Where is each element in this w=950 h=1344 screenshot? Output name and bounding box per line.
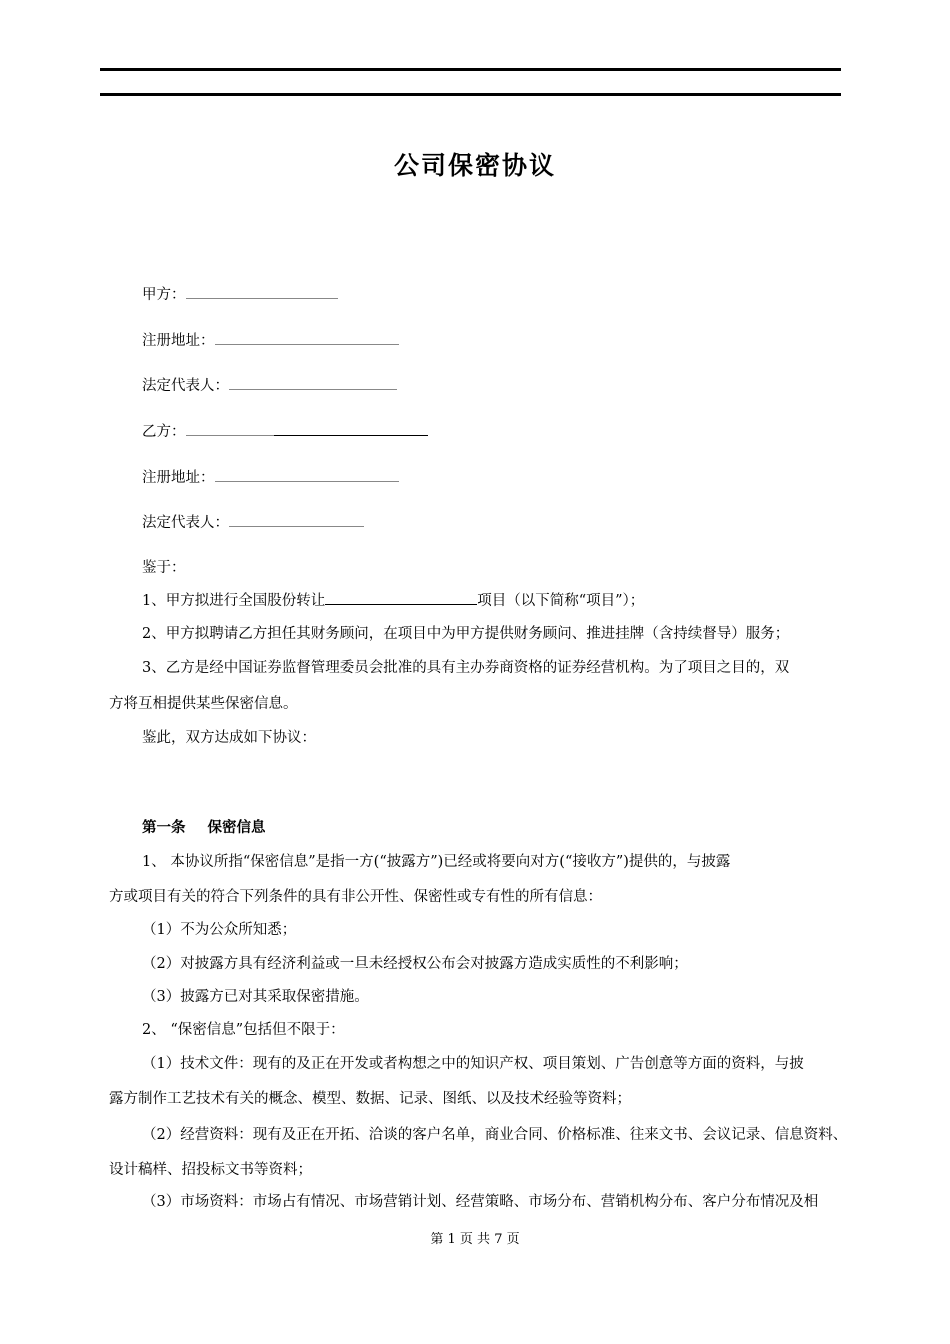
party-b-rep-blank[interactable] <box>229 512 364 527</box>
header-rule-top <box>100 68 841 71</box>
condition-2: （2）对披露方具有经济利益或一旦未经授权公布会对披露方造成实质性的不利影响； <box>142 956 688 972</box>
whereas-label: 鉴于： <box>142 560 186 576</box>
tech-docs-line-1: （1）技术文件：现有的及正在开发或者构想之中的知识产权、项目策划、广告创意等方面的资料，与披 <box>142 1056 804 1072</box>
party-b-address-line <box>142 467 399 488</box>
party-b-blank-solid[interactable] <box>274 421 428 436</box>
page-footer: 第 1 页 共 7 页 <box>430 1232 520 1247</box>
article-1-p1-line-1: 1、 本协议所指“保密信息”是指一方(“披露方”)已经或将要向对方(“接收方”)提供的，与披露 <box>142 854 731 870</box>
article-1-p1-line-2: 方或项目有关的符合下列条件的具有非公开性、保密性或专有性的所有信息： <box>109 889 602 905</box>
business-docs-line-1: （2）经营资料：现有及正在开拓、洽谈的客户名单，商业合同、价格标准、往来文书、会议记录、信息资料、 <box>142 1127 848 1143</box>
party-a-address-line <box>142 330 399 351</box>
header-rule-bottom <box>100 93 841 96</box>
party-b-address-blank[interactable] <box>215 467 399 482</box>
recital-item-1 <box>142 590 644 611</box>
party-a-line <box>142 284 338 305</box>
party-b-rep-line <box>142 512 364 533</box>
market-docs-line-1: （3）市场资料：市场占有情况、市场营销计划、经营策略、市场分布、营销机构分布、客户分布情况及相 <box>142 1194 819 1210</box>
document-title: 公司保密协议 <box>393 151 556 180</box>
article-1-heading <box>142 818 266 838</box>
recital-item-3-line-1: 3、乙方是经中国证券监督管理委员会批准的具有主办券商资格的证券经营机构。为了项目之目的，双 <box>142 660 790 676</box>
condition-3: （3）披露方已对其采取保密措施。 <box>142 989 369 1005</box>
project-name-blank[interactable] <box>325 590 477 605</box>
party-b-address-label: 注册地址： <box>142 470 215 486</box>
party-a-rep-line <box>142 375 397 396</box>
condition-1: （1）不为公众所知悉； <box>142 922 297 938</box>
party-a-address-blank[interactable] <box>215 330 399 345</box>
party-b-rep-label: 法定代表人： <box>142 515 229 531</box>
business-docs-line-2: 设计稿样、招投标文书等资料； <box>109 1162 312 1178</box>
recital-item-2: 2、甲方拟聘请乙方担任其财务顾问，在项目中为甲方提供财务顾问、推进挂牌（含持续督导）服务； <box>142 626 790 642</box>
article-1-p2: 2、 “保密信息”包括但不限于： <box>142 1022 345 1038</box>
party-a-blank[interactable] <box>186 284 338 299</box>
party-b-line <box>142 421 428 442</box>
recital-item-1-after: 项目（以下简称“项目”）； <box>477 593 645 609</box>
article-1-title: 保密信息 <box>207 820 266 836</box>
recital-item-3-line-2: 方将互相提供某些保密信息。 <box>109 696 298 712</box>
party-b-label: 乙方： <box>142 424 186 440</box>
article-1-number: 第一条 <box>142 820 186 836</box>
tech-docs-line-2: 露方制作工艺技术有关的概念、模型、数据、记录、图纸、以及技术经验等资料； <box>109 1091 631 1107</box>
recital-item-1-before: 1、甲方拟进行全国股份转让 <box>142 593 326 609</box>
party-a-rep-label: 法定代表人： <box>142 378 229 394</box>
party-a-label: 甲方： <box>142 287 186 303</box>
party-b-blank-gray[interactable] <box>186 421 274 436</box>
party-a-rep-blank[interactable] <box>229 375 397 390</box>
party-a-address-label: 注册地址： <box>142 333 215 349</box>
agreement-statement: 鉴此，双方达成如下协议： <box>142 730 316 746</box>
